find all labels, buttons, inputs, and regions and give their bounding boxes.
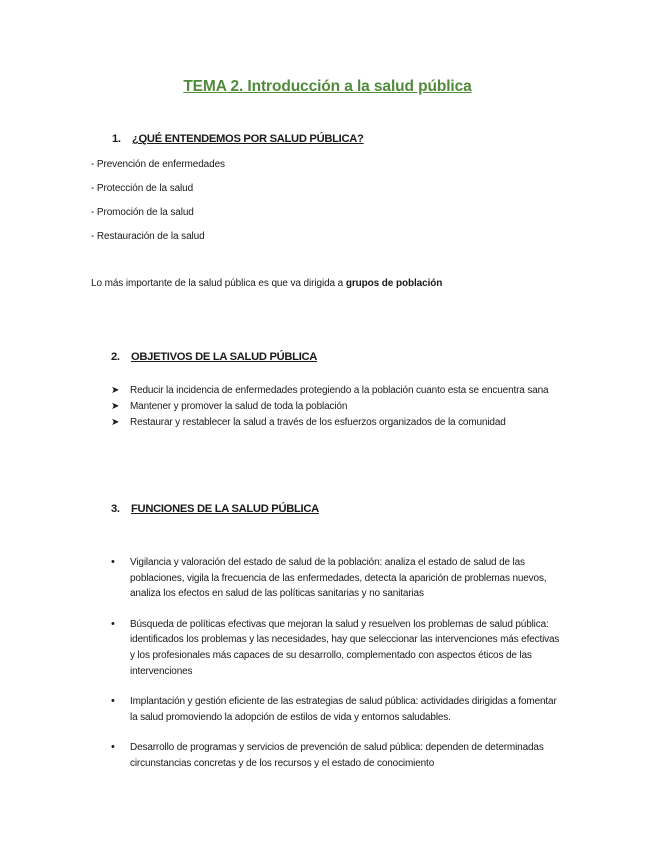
section-3-list (111, 555, 566, 787)
round-bullet-icon: • (111, 617, 115, 630)
section-3-title: FUNCIONES DE LA SALUD PÚBLICA (131, 503, 319, 515)
section-1-number: 1. (112, 133, 121, 145)
paragraph-bold-text: grupos de población (345, 278, 443, 289)
round-bullet-icon: • (111, 556, 115, 568)
list-item-text: Búsqueda de políticas efectivas que mejoran la salud y resuelven los problemas de salud pública: identificados los problemas y las necesidades, hay que seleccionar las intervenciones más efectivas y los profesionales más capaces de su desarrollo, complementado con aspectos éticos de las intervenciones (130, 618, 560, 677)
list-item-text: Restaurar y restablecer la salud a través de los esfuerzos organizados de la comunidad (130, 417, 506, 428)
section-3-number: 3. (111, 503, 120, 515)
list-item (111, 399, 571, 415)
round-bullet-icon: • (111, 741, 115, 754)
arrowhead-bullet-icon: ➤ (111, 417, 120, 428)
list-item-text: Mantener y promover la salud de toda la población (130, 401, 348, 412)
arrowhead-bullet-icon: ➤ (111, 401, 120, 412)
list-item-text: Reducir la incidencia de enfermedades protegiendo a la población cuanto esta se encuentra sana (130, 385, 549, 396)
section-1-paragraph (91, 278, 442, 289)
section-1-heading (112, 133, 364, 145)
paragraph-text: Lo más importante de la salud pública es que va dirigida a (91, 278, 346, 289)
round-bullet-icon: • (111, 695, 115, 708)
list-item (111, 415, 571, 431)
list-item: - Prevención de enfermedades (91, 159, 225, 170)
section-1-list (91, 159, 225, 255)
list-item-text: Vigilancia y valoración del estado de salud de la población: analiza el estado de salud de las poblaciones, vigila la frecuencia de las enfermedades, detecta la aparición de problemas nuevos, analiza los efectos en salud de las políticas sanitarias y no sanitarias (130, 557, 547, 600)
list-item: - Restauración de la salud (91, 231, 205, 242)
list-item (111, 383, 571, 399)
arrowhead-bullet-icon: ➤ (111, 385, 120, 396)
section-2-number: 2. (111, 351, 120, 363)
section-1-title: ¿QUÉ ENTENDEMOS POR SALUD PÚBLICA? (132, 133, 364, 145)
list-item: - Protección de la salud (91, 183, 194, 194)
section-3-heading (111, 503, 319, 515)
list-item: - Promoción de la salud (91, 207, 194, 218)
section-2-title: OBJETIVOS DE LA SALUD PÚBLICA (131, 351, 318, 363)
list-item-text: Implantación y gestión eficiente de las estrategias de salud pública: actividades dirigidas a fomentar la salud promoviendo la adopción de estilos de vida y entornos saludables. (130, 696, 557, 723)
list-item-text: Desarrollo de programas y servicios de prevención de salud pública: dependen de determinadas circunstancias concretas y de los recursos y el estado de conocimiento (130, 742, 544, 769)
section-2-list (111, 383, 571, 431)
list-item (111, 555, 566, 602)
list-item (111, 740, 566, 771)
section-2-heading (111, 351, 317, 363)
list-item (111, 694, 566, 725)
list-item (111, 617, 566, 679)
page-title: TEMA 2. Introducción a la salud pública (183, 78, 472, 95)
